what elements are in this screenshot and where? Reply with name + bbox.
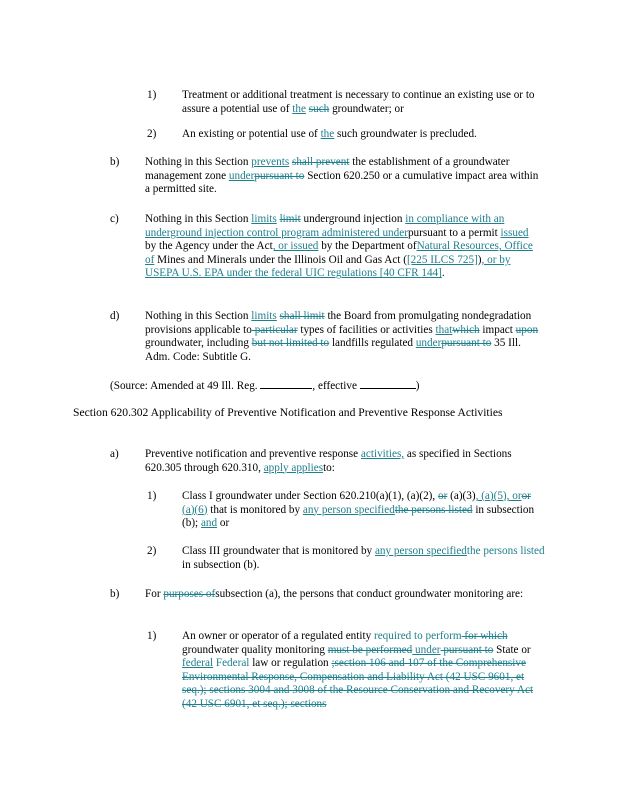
item-number: 1) — [147, 490, 157, 502]
inserted-text: under — [415, 337, 442, 350]
inserted-text: , or issued — [272, 240, 319, 253]
item-number: 2) — [147, 128, 157, 140]
deleted-text: but not limited to — [251, 337, 330, 350]
subsection-b2-text: For purposes ofsubsection (a), the persons that conduct groundwater monitoring are: — [145, 588, 524, 600]
deleted-text: upon — [515, 323, 539, 336]
inserted-text: limits — [251, 310, 277, 322]
inserted-text: , or by USEPA U.S. EPA under the federal UIC regulations [40 CFR 144] — [145, 253, 511, 280]
inserted-text: issued — [500, 226, 529, 239]
inserted-text: the — [320, 128, 335, 140]
date-blank — [360, 378, 416, 389]
deleted-text: purposes of — [163, 588, 216, 600]
inserted-text: Natural Resources, Office of — [145, 240, 533, 266]
inserted-text: that — [435, 323, 453, 336]
item-number: 2) — [147, 545, 157, 557]
item-b1-text: An owner or operator of a regulated entity required to perform for which groundwater quality monitoring must be performed under pursuant to State or federal Federal law or regulation ;section 106 and 107 of the Comprehensive Environmental Response, Compensation and Liability Act (42 USC 9601, et seq.); sections 3004 and 3008 of the Resource Conservation and Recovery Act (42 USC 6901, et seq.); sections — [182, 630, 534, 710]
deleted-text: for which — [461, 630, 508, 642]
deleted-text: must be performed — [327, 643, 413, 656]
item-a2-text: Class III groundwater that is monitored by any person specifiedthe persons listed in subsection (b). — [182, 545, 545, 571]
deleted-text: limit — [279, 213, 301, 225]
deleted-text: such — [308, 102, 330, 115]
inserted-text: any person specified — [374, 545, 467, 557]
inserted-text: and — [200, 517, 218, 530]
deleted-text: or — [521, 490, 531, 502]
inserted-text: under — [412, 643, 441, 656]
inserted-text: the — [292, 102, 306, 115]
deleted-text: shall prevent — [291, 156, 350, 168]
subsection-letter: b) — [110, 156, 120, 168]
inserted-text: under — [228, 169, 255, 182]
deleted-text: the persons listed — [394, 503, 473, 516]
subsection-letter: a) — [110, 448, 119, 460]
inserted-text: apply applies — [263, 461, 324, 474]
inserted-text: limits — [251, 213, 277, 225]
item-a1-text: Class I groundwater under Section 620.210(a)(1), (a)(2), or (a)(3), (a)(5), oror (a)(6) that is monitored by any person specifiedthe persons listed in subsection (b); and or — [182, 490, 535, 530]
deleted-text: shall limit — [279, 310, 325, 322]
inserted-text: any person specified — [302, 503, 395, 516]
subsection-c-text: Nothing in this Section limits limit underground injection in compliance with an underground injection control program administered underpursuant to a permit issued by the Agency under the Act, or issued by the Department ofNatural Resources, Office of Mines and Minerals under the Illinois Oil and Gas Act ([225 ILCS 725]), or by USEPA U.S. EPA under the federal UIC regulations [40 CFR 144]. — [145, 213, 533, 280]
subsection-letter: b) — [110, 588, 120, 600]
item-number: 1) — [147, 89, 157, 101]
subsection-b-text: Nothing in this Section prevents shall prevent the establishment of a groundwater management zone underpursuant to Section 620.250 or a cumulative impact area within a permitted site. — [145, 156, 539, 196]
item-2-text: An existing or potential use of the such groundwater is precluded. — [182, 128, 477, 140]
inserted-text: Federal — [213, 657, 250, 670]
item-number: 1) — [147, 630, 157, 642]
date-blank — [260, 378, 312, 389]
inserted-text: activities, — [360, 448, 405, 460]
inserted-text: prevents — [251, 156, 290, 168]
item-1-text: Treatment or additional treatment is necessary to continue an existing use or to assure a potential use of the such groundwater; or — [182, 89, 535, 115]
source-note: (Source: Amended at 49 Ill. Reg. , effective ) — [110, 380, 420, 392]
inserted-text: [225 ILCS 725] — [406, 253, 478, 266]
deleted-text: which — [452, 323, 480, 336]
deleted-text: ;section 106 and 107 of the Comprehensive Environmental Response, Compensation and Liability Act (42 USC 9601, et seq.); sections 3004 and 3008 of the Resource Conservation and Recovery Act (42 USC 6901, et seq.); sections — [182, 657, 534, 710]
subsection-letter: d) — [110, 310, 120, 322]
subsection-a-text: Preventive notification and preventive response activities, as specified in Sections 620.305 through 620.310, apply appliesto: — [145, 448, 512, 474]
deleted-text: particular — [251, 323, 298, 336]
inserted-text: the persons listed — [466, 545, 545, 557]
subsection-d-text: Nothing in this Section limits shall limit the Board from promulgating nondegradation provisions applicable to particular types of facilities or activities thatwhich impact upon groundwater, including but not limited to landfills regulated underpursuant to 35 Ill. Adm. Code: Subtitle G. — [145, 310, 539, 363]
inserted-text: federal — [182, 657, 214, 670]
inserted-text: in compliance with an underground injection control program administered under — [145, 213, 505, 239]
deleted-text: pursuant to — [441, 337, 492, 350]
inserted-text: required to perform — [373, 630, 462, 642]
deleted-text: or — [438, 490, 448, 502]
inserted-text: (a)(6) — [182, 503, 208, 516]
inserted-text: , (a)(5), or — [475, 490, 522, 502]
section-heading: Section 620.302 Applicability of Preventive Notification and Preventive Response Activities — [73, 406, 503, 419]
subsection-letter: c) — [110, 213, 119, 225]
deleted-text: pursuant to — [254, 169, 305, 182]
deleted-text: pursuant to — [440, 643, 494, 656]
